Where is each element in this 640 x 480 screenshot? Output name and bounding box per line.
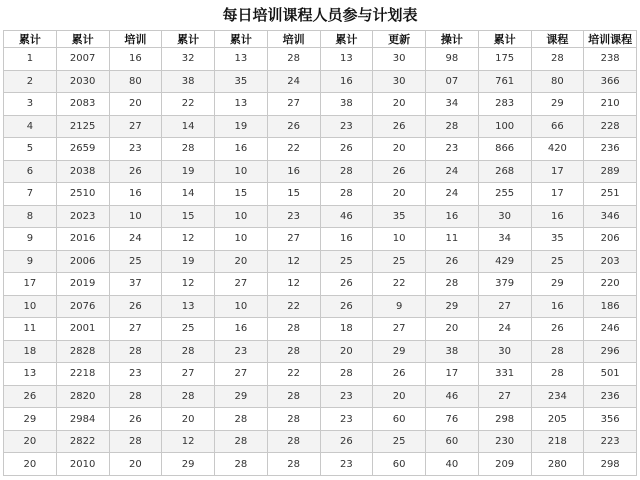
table-cell: 23	[109, 363, 162, 386]
table-cell: 23	[426, 138, 479, 161]
table-cell: 268	[478, 160, 531, 183]
table-cell: 60	[373, 408, 426, 431]
table-cell: 761	[478, 70, 531, 93]
table-cell: 501	[584, 363, 637, 386]
table-cell: 30	[373, 70, 426, 93]
table-cell: 30	[478, 205, 531, 228]
column-header: 累计	[56, 31, 109, 48]
table-cell: 10	[215, 160, 268, 183]
table-cell: 26	[267, 115, 320, 138]
table-row	[4, 273, 637, 296]
table-cell: 2984	[56, 408, 109, 431]
table-cell: 25	[531, 250, 584, 273]
column-header: 操计	[426, 31, 479, 48]
column-header: 累计	[4, 31, 57, 48]
table-cell: 28	[109, 430, 162, 453]
table-cell: 11	[426, 228, 479, 251]
table-cell: 238	[584, 48, 637, 71]
table-cell: 27	[215, 363, 268, 386]
table-cell: 29	[4, 408, 57, 431]
table-cell: 23	[320, 453, 373, 476]
table-cell: 29	[373, 340, 426, 363]
table-cell: 22	[373, 273, 426, 296]
table-cell: 18	[4, 340, 57, 363]
table-cell: 175	[478, 48, 531, 71]
table-cell: 289	[584, 160, 637, 183]
table-cell: 20	[373, 138, 426, 161]
table-cell: 6	[4, 160, 57, 183]
table-row	[4, 138, 637, 161]
table-cell: 20	[4, 430, 57, 453]
table-cell: 60	[426, 430, 479, 453]
table-cell: 20	[373, 385, 426, 408]
table-cell: 2218	[56, 363, 109, 386]
table-cell: 98	[426, 48, 479, 71]
table-cell: 24	[426, 160, 479, 183]
table-cell: 20	[109, 93, 162, 116]
table-cell: 25	[109, 250, 162, 273]
table-cell: 2030	[56, 70, 109, 93]
table-cell: 296	[584, 340, 637, 363]
column-header: 更新	[373, 31, 426, 48]
table-cell: 17	[531, 183, 584, 206]
table-cell: 27	[373, 318, 426, 341]
table-cell: 27	[478, 295, 531, 318]
table-cell: 236	[584, 138, 637, 161]
table-cell: 24	[267, 70, 320, 93]
table-cell: 298	[584, 453, 637, 476]
table-cell: 7	[4, 183, 57, 206]
table-row	[4, 93, 637, 116]
table-cell: 38	[162, 70, 215, 93]
table-cell: 27	[109, 115, 162, 138]
table-cell: 16	[267, 160, 320, 183]
table-row	[4, 295, 637, 318]
table-cell: 218	[531, 430, 584, 453]
table-cell: 28	[320, 183, 373, 206]
table-cell: 17	[531, 160, 584, 183]
table-row	[4, 160, 637, 183]
table-cell: 25	[373, 250, 426, 273]
table-cell: 29	[426, 295, 479, 318]
table-cell: 28	[426, 115, 479, 138]
table-cell: 26	[109, 295, 162, 318]
table-cell: 10	[4, 295, 57, 318]
table-cell: 3	[4, 93, 57, 116]
table-cell: 379	[478, 273, 531, 296]
column-header: 累计	[215, 31, 268, 48]
table-cell: 28	[109, 385, 162, 408]
table-row	[4, 430, 637, 453]
table-cell: 23	[320, 115, 373, 138]
table-cell: 9	[4, 228, 57, 251]
table-cell: 2822	[56, 430, 109, 453]
table-cell: 2023	[56, 205, 109, 228]
table-cell: 28	[162, 385, 215, 408]
table-cell: 60	[373, 453, 426, 476]
table-cell: 420	[531, 138, 584, 161]
table-cell: 25	[162, 318, 215, 341]
table-cell: 26	[320, 138, 373, 161]
table-cell: 9	[373, 295, 426, 318]
column-header: 培训	[267, 31, 320, 48]
table-cell: 38	[320, 93, 373, 116]
table-cell: 236	[584, 385, 637, 408]
table-cell: 46	[320, 205, 373, 228]
table-cell: 230	[478, 430, 531, 453]
table-cell: 28	[267, 453, 320, 476]
table-cell: 17	[4, 273, 57, 296]
table-cell: 22	[267, 295, 320, 318]
table-cell: 24	[426, 183, 479, 206]
table-cell: 2007	[56, 48, 109, 71]
table-cell: 2083	[56, 93, 109, 116]
table-cell: 26	[320, 295, 373, 318]
table-cell: 34	[478, 228, 531, 251]
table-cell: 15	[162, 205, 215, 228]
table-cell: 22	[267, 363, 320, 386]
table-cell: 12	[162, 273, 215, 296]
table-cell: 298	[478, 408, 531, 431]
table-cell: 20	[4, 453, 57, 476]
table-cell: 28	[162, 138, 215, 161]
table-cell: 866	[478, 138, 531, 161]
table-row	[4, 205, 637, 228]
table-cell: 26	[373, 160, 426, 183]
column-header: 培训	[109, 31, 162, 48]
table-cell: 28	[109, 340, 162, 363]
table-cell: 14	[162, 115, 215, 138]
table-header-row	[4, 31, 637, 48]
table-cell: 32	[162, 48, 215, 71]
table-cell: 26	[426, 250, 479, 273]
table-cell: 20	[320, 340, 373, 363]
table-cell: 27	[215, 273, 268, 296]
table-cell: 12	[267, 273, 320, 296]
table-cell: 22	[162, 93, 215, 116]
table-cell: 429	[478, 250, 531, 273]
table-cell: 28	[162, 340, 215, 363]
table-cell: 366	[584, 70, 637, 93]
table-cell: 205	[531, 408, 584, 431]
table-cell: 24	[478, 318, 531, 341]
table-cell: 16	[320, 228, 373, 251]
table-cell: 29	[215, 385, 268, 408]
table-cell: 2006	[56, 250, 109, 273]
table-cell: 23	[109, 138, 162, 161]
table-cell: 28	[531, 48, 584, 71]
table-cell: 16	[320, 70, 373, 93]
table-cell: 203	[584, 250, 637, 273]
table-cell: 80	[531, 70, 584, 93]
table-cell: 30	[373, 48, 426, 71]
table-cell: 16	[215, 138, 268, 161]
table-cell: 356	[584, 408, 637, 431]
table-cell: 20	[426, 318, 479, 341]
column-header: 累计	[478, 31, 531, 48]
table-cell: 35	[531, 228, 584, 251]
table-cell: 28	[531, 340, 584, 363]
table-cell: 2828	[56, 340, 109, 363]
table-cell: 234	[531, 385, 584, 408]
table-cell: 46	[426, 385, 479, 408]
table-cell: 13	[162, 295, 215, 318]
table-cell: 11	[4, 318, 57, 341]
table-cell: 28	[215, 453, 268, 476]
table-cell: 12	[162, 430, 215, 453]
table-cell: 19	[215, 115, 268, 138]
table-cell: 35	[215, 70, 268, 93]
table-cell: 228	[584, 115, 637, 138]
schedule-table	[3, 30, 637, 476]
table-body	[4, 48, 637, 476]
table-cell: 28	[215, 408, 268, 431]
table-cell: 27	[267, 228, 320, 251]
table-cell: 2016	[56, 228, 109, 251]
table-cell: 26	[373, 363, 426, 386]
table-cell: 20	[162, 408, 215, 431]
table-row	[4, 385, 637, 408]
table-cell: 37	[109, 273, 162, 296]
table-cell: 26	[531, 318, 584, 341]
table-cell: 2510	[56, 183, 109, 206]
table-cell: 28	[267, 385, 320, 408]
table-row	[4, 250, 637, 273]
table-cell: 20	[373, 93, 426, 116]
table-cell: 283	[478, 93, 531, 116]
table-cell: 28	[215, 430, 268, 453]
table-cell: 20	[373, 183, 426, 206]
table-cell: 20	[109, 453, 162, 476]
table-cell: 280	[531, 453, 584, 476]
table-cell: 28	[267, 48, 320, 71]
table-cell: 23	[215, 340, 268, 363]
table-cell: 346	[584, 205, 637, 228]
table-cell: 15	[215, 183, 268, 206]
table-cell: 220	[584, 273, 637, 296]
table-cell: 2019	[56, 273, 109, 296]
table-cell: 20	[215, 250, 268, 273]
table-cell: 2038	[56, 160, 109, 183]
table-cell: 16	[109, 183, 162, 206]
table-cell: 25	[373, 430, 426, 453]
table-cell: 26	[4, 385, 57, 408]
table-cell: 206	[584, 228, 637, 251]
table-cell: 23	[320, 385, 373, 408]
table-cell: 100	[478, 115, 531, 138]
table-row	[4, 453, 637, 476]
table-cell: 10	[373, 228, 426, 251]
table-cell: 34	[426, 93, 479, 116]
table-cell: 28	[267, 318, 320, 341]
table-cell: 27	[109, 318, 162, 341]
table-cell: 19	[162, 160, 215, 183]
table-cell: 2659	[56, 138, 109, 161]
table-cell: 22	[267, 138, 320, 161]
table-row	[4, 70, 637, 93]
table-row	[4, 115, 637, 138]
table-cell: 15	[267, 183, 320, 206]
table-cell: 13	[4, 363, 57, 386]
table-cell: 18	[320, 318, 373, 341]
table-cell: 27	[162, 363, 215, 386]
table-row	[4, 363, 637, 386]
table-cell: 66	[531, 115, 584, 138]
table-cell: 28	[320, 160, 373, 183]
column-header: 课程	[531, 31, 584, 48]
table-cell: 23	[320, 408, 373, 431]
column-header: 累计	[162, 31, 215, 48]
table-cell: 14	[162, 183, 215, 206]
table-cell: 26	[373, 115, 426, 138]
table-cell: 13	[215, 93, 268, 116]
table-cell: 28	[320, 363, 373, 386]
table-row	[4, 318, 637, 341]
table-cell: 80	[109, 70, 162, 93]
table-cell: 35	[373, 205, 426, 228]
table-cell: 10	[109, 205, 162, 228]
table-cell: 23	[267, 205, 320, 228]
table-row	[4, 228, 637, 251]
table-row	[4, 183, 637, 206]
table-cell: 28	[267, 408, 320, 431]
table-cell: 210	[584, 93, 637, 116]
table-cell: 25	[320, 250, 373, 273]
table-cell: 4	[4, 115, 57, 138]
table-cell: 209	[478, 453, 531, 476]
table-cell: 24	[109, 228, 162, 251]
table-cell: 16	[531, 295, 584, 318]
table-cell: 331	[478, 363, 531, 386]
table-cell: 9	[4, 250, 57, 273]
table-cell: 246	[584, 318, 637, 341]
table-cell: 19	[162, 250, 215, 273]
table-cell: 223	[584, 430, 637, 453]
table-cell: 27	[478, 385, 531, 408]
table-cell: 30	[478, 340, 531, 363]
table-cell: 16	[109, 48, 162, 71]
table-cell: 2	[4, 70, 57, 93]
table-cell: 8	[4, 205, 57, 228]
table-cell: 16	[426, 205, 479, 228]
table-cell: 29	[162, 453, 215, 476]
table-cell: 2820	[56, 385, 109, 408]
table-cell: 40	[426, 453, 479, 476]
table-cell: 10	[215, 228, 268, 251]
table-cell: 1	[4, 48, 57, 71]
table-cell: 26	[320, 430, 373, 453]
table-row	[4, 340, 637, 363]
table-cell: 28	[426, 273, 479, 296]
table-cell: 16	[215, 318, 268, 341]
table-cell: 2010	[56, 453, 109, 476]
page-title: 每日培训课程人员参与计划表	[222, 6, 418, 24]
table-cell: 10	[215, 205, 268, 228]
table-row	[4, 48, 637, 71]
table-cell: 28	[267, 430, 320, 453]
column-header: 累计	[320, 31, 373, 48]
table-cell: 26	[109, 160, 162, 183]
table-cell: 2125	[56, 115, 109, 138]
table-cell: 26	[320, 273, 373, 296]
table-cell: 28	[531, 363, 584, 386]
table-cell: 186	[584, 295, 637, 318]
table-cell: 17	[426, 363, 479, 386]
table-cell: 29	[531, 93, 584, 116]
table-cell: 29	[531, 273, 584, 296]
table-cell: 255	[478, 183, 531, 206]
table-cell: 07	[426, 70, 479, 93]
table-cell: 2001	[56, 318, 109, 341]
table-cell: 27	[267, 93, 320, 116]
table-cell: 76	[426, 408, 479, 431]
table-cell: 13	[215, 48, 268, 71]
table-cell: 16	[531, 205, 584, 228]
table-cell: 5	[4, 138, 57, 161]
table-cell: 2076	[56, 295, 109, 318]
table-cell: 12	[267, 250, 320, 273]
table-cell: 251	[584, 183, 637, 206]
table-cell: 12	[162, 228, 215, 251]
table-cell: 26	[109, 408, 162, 431]
table-cell: 38	[426, 340, 479, 363]
table-cell: 28	[267, 340, 320, 363]
table-cell: 10	[215, 295, 268, 318]
column-header: 培训课程	[584, 31, 637, 48]
table-row	[4, 408, 637, 431]
table-cell: 13	[320, 48, 373, 71]
